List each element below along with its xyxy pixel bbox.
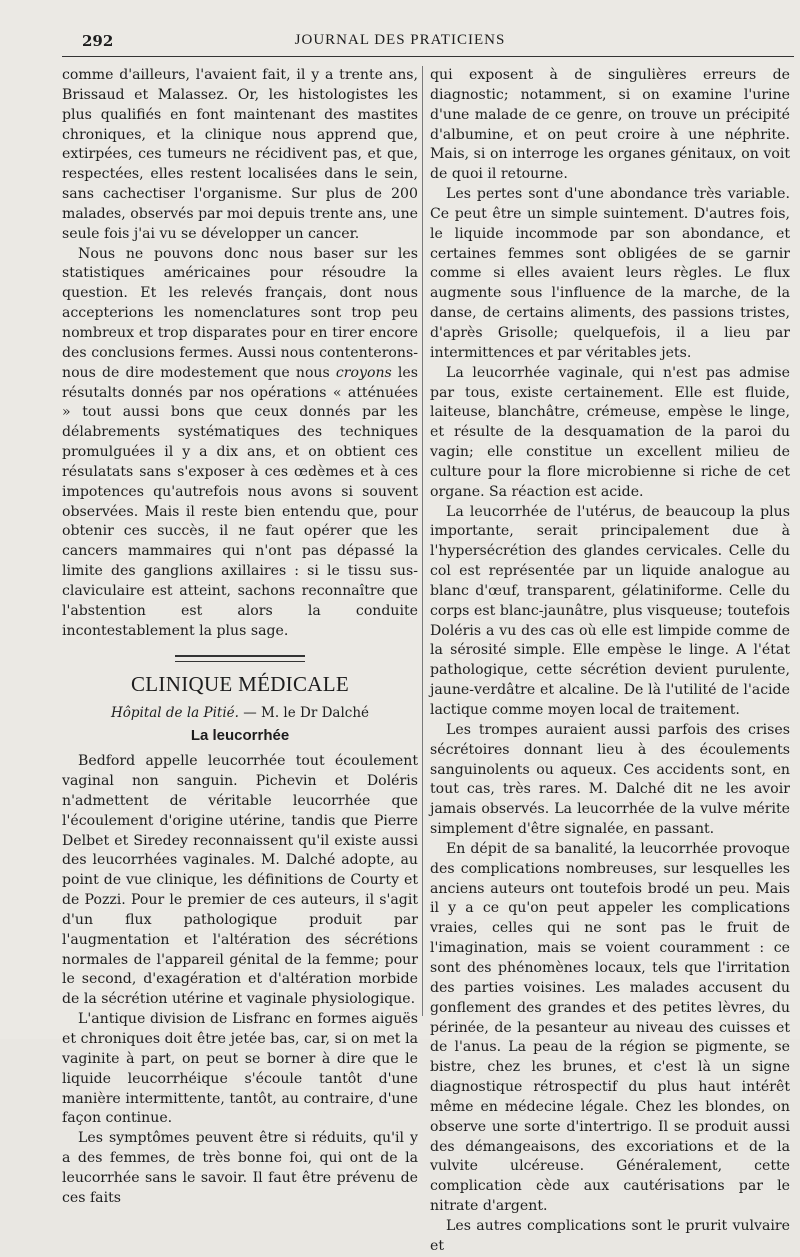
section-separator (175, 655, 305, 662)
section-title: CLINIQUE MÉDICALE (131, 672, 349, 697)
paragraph: qui exposent à de singulières erreurs de diagnostic; notamment, si on examine l'urine d'une malade de ce genre, on trouve un précipité d'albumine, et on peut croire à une néphrite. Mais, si on interroge les organes génitaux, on voit de quoi il retourne. (430, 67, 790, 183)
paragraph-text: Nous ne pouvons donc nous baser sur les statistiques américaines pour résoudre la question. Et les relevés français, dont nous accepterions les nomenclatures sont trop peu nombreux et trop disparates pour en tirer encore des conclusions fermes. Aussi nous contenterons-nous de dire modestement que nous (62, 245, 418, 381)
left-column (62, 66, 418, 1209)
paragraph: La leucorrhée vaginale, qui n'est pas admise par tous, existe certainement. Elle est fluide, laiteuse, blanchâtre, crémeuse, empèse le linge, et résulte de la desquamation de la paroi du vagin; elle constitue un excellent milieu de culture pour la flore microbienne si riche de cet organe. Sa réaction est acide. (430, 364, 790, 500)
paragraph (62, 245, 418, 642)
paragraph: La leucorrhée de l'utérus, de beaucoup la plus importante, serait principalement due à l'hypersécrétion des glandes cervicales. Celle du col est représentée par un liquide analogue au blanc d'œuf, transparent, gélatiniforme. Celle du corps est blanc-jaunâtre, plus visqueuse; toutefois Doléris a vu des cas où elle est limpide comme de la sérosité simple. Elle empèse le linge. A l'état pathologique, cette sécrétion devient purulente, jaune-verdâtre et alcaline. De là l'utilité de l'acide lactique comme moyen local de traitement. (430, 503, 790, 718)
article-title: La leucorrhée (190, 727, 290, 745)
paragraph: comme d'ailleurs, l'avaient fait, il y a trente ans, Brissaud et Malassez. Or, les histologistes les plus qualifiés en font maintenant des mastites chroniques, et la clinique nous apprend que, extirpées, ces tumeurs ne récidivent pas, et que, respectées, elles restent localisées dans le sein, sans cachectiser l'organisme. Sur plus de 200 malades, observés par moi depuis trente ans, une seule fois j'ai vu se développer un cancer. (62, 67, 418, 242)
header-rule (62, 56, 794, 57)
page-header (0, 0, 800, 58)
paragraph-text: les résutalts donnés par nos opérations « atténuées » tout aussi bons que ceux donnés par les délabrements systématiques des techniques promulguées il y a dix ans, et on obtient ces résulatats sans s'exposer à ces œdèmes et à ces impotences qu'autrefois nous avons si souvent observées. Mais il reste bien entendu que, pour obtenir ces succès, il ne faut opérer que les cancers mammaires qui n'ont pas dépassé la limite des ganglions axillaires : si le tissu sus-claviculaire est atteint, sachons reconnaître que l'abstention est alors la conduite incontestablement la plus sage. (62, 364, 418, 639)
byline-hospital: Hôpital de la Pitié. (110, 705, 239, 722)
paragraph: Les trompes auraient aussi parfois des crises sécrétoires donnant lieu à des écoulements sanguinolents ou aqueux. Ces accidents sont, en tout cas, très rares. M. Dalché dit ne les avoir jamais observés. La leucorrhée de la vulve mérite simplement d'être signalée, en passant. (430, 721, 790, 838)
byline (62, 704, 418, 724)
column-divider (422, 66, 423, 1016)
page-number: 292 (82, 32, 114, 50)
paragraph: Les autres complications sont le prurit vulvaire et (430, 1217, 790, 1254)
paragraph: Les pertes sont d'une abondance très variable. Ce peut être un simple suintement. D'autres fois, le liquide incommode par son abondance, et certaines femmes sont obligées de se garnir comme si elles avaient leurs règles. Le flux augmente sous l'influence de la marche, de la danse, de certains aliments, des passions tristes, d'après Grisolle; quelquefois, il a lieu par intermittences et par véritables jets. (430, 186, 790, 361)
paragraph: L'antique division de Lisfranc en formes aiguës et chroniques doit être jetée bas, car, si on met la vaginite à part, on peut se borner à dire que le liquide leucorrhéique s'écoule tantôt d'une manière intermittente, tantôt, au contraire, d'une façon continue. (62, 1011, 418, 1127)
paragraph: Bedford appelle leucorrhée tout écoulement vaginal non sanguin. Pichevin et Doléris n'admettent de véritable leucorrhée que l'écoulement d'origine utérine, tandis que Pierre Delbet et Siredey reconnaissent qu'il existe aussi des leucorrhées vaginales. M. Dalché adopte, au point de vue clinique, les définitions de Courty et de Pozzi. Pour le premier de ces auteurs, il s'agit d'un flux pathologique produit par l'augmentation et l'altération des sécrétions normales de l'appareil génital de la femme; pour le second, d'exagération et d'altération morbide de la sécrétion utérine et vaginale physiologique. (62, 753, 418, 1008)
emphasis-word: croyons (335, 364, 392, 381)
right-column (430, 66, 790, 1257)
byline-author: — M. le Dr Dalché (238, 705, 370, 722)
paragraph: En dépit de sa banalité, la leucorrhée provoque des complications nombreuses, sur lesquelles les anciens auteurs ont toutefois brodé un peu. Mais il y a ce qu'on peut appeler les complications vraies, celles qui ne sont pas le fruit de l'imagination, mais se voient couramment : ce sont des phénomènes locaux, tels que l'irritation des parties voisines. Les malades accusent du gonflement des grandes et des petites lèvres, du périnée, de la pesanteur au niveau des cuisses et de l'anus. La peau de la région se pigmente, se bistre, chez les brunes, et c'est là un signe diagnostique rétrospectif du plus haut intérêt même en médecine légale. Chez les blondes, on observe une sorte d'intertrigo. Il se produit aussi des démangeaisons, des excoriations et de la vulvite ulcéreuse. Généralement, cette complication cède aux cautérisations par le nitrate d'argent. (430, 840, 790, 1215)
journal-title: JOURNAL DES PRATICIENS (294, 32, 506, 48)
paragraph: Les symptômes peuvent être si réduits, qu'il y a des femmes, de très bonne foi, qui ont de la leucorrhée sans le savoir. Il faut être prévenu de ces faits (62, 1130, 418, 1206)
